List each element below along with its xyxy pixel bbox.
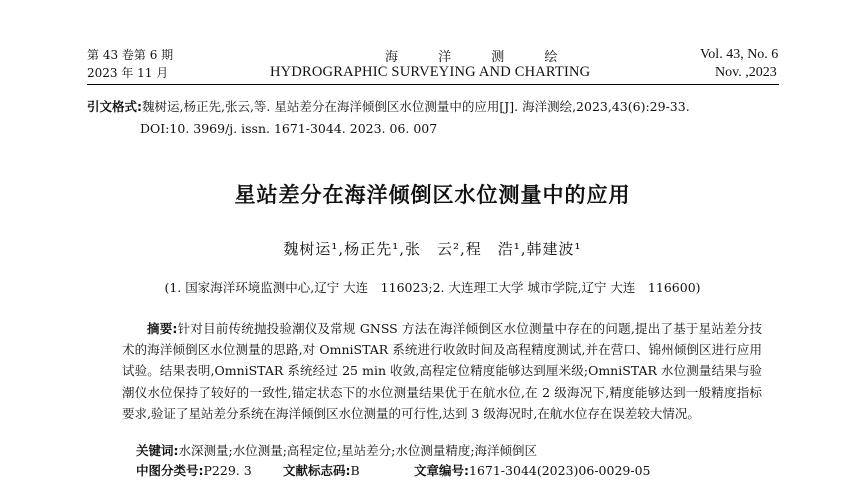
citation-label: 引文格式: — [87, 99, 142, 114]
article-label: 文章编号: — [414, 463, 469, 478]
abstract-label: 摘要: — [147, 321, 178, 336]
document-code — [283, 461, 360, 479]
journal-title-cn: 海 洋 测 绘 — [385, 50, 576, 65]
paper-title: 星站差分在海洋倾倒区水位测量中的应用 — [234, 183, 631, 207]
keywords — [136, 441, 537, 459]
clc-number — [136, 461, 252, 479]
article-value: 1671-3044(2023)06-0029-05 — [469, 463, 651, 478]
abstract-text: 针对目前传统抛投验潮仪及常规 GNSS 方法在海洋倾倒区水位测量中存在的问题,提出了基于星站差分技术的海洋倾倒区水位测量的思路,对 OmniSTAR 系统进行收敛时间及高程精度测试,并在营口、锦州倾倒区进行应用试验。结果表明,OmniSTAR 系统经过 25 min 收敛,高程定位精度能够达到厘米级;OmniSTAR 水位测量结果与验潮仪水位保持了较好的一致性,锚定状态下的水位测量结果优于在航水位,在 2 级海况下,精度能够达到一般精度指标要求,验证了星站差分系统在海洋倾倒区水位测量的可行性,达到 3 级海况时,在航水位存在误差较大情况。 — [122, 321, 762, 421]
header-rule — [87, 84, 779, 85]
clc-value: P229. 3 — [203, 463, 252, 478]
doc-label: 文献标志码: — [283, 463, 351, 478]
volume-issue-en: Vol. 43, No. 6 — [700, 47, 779, 62]
article-number — [414, 461, 650, 479]
journal-title-en: HYDROGRAPHIC SURVEYING AND CHARTING — [270, 64, 591, 80]
keywords-text: 水深测量;水位测量;高程定位;星站差分;水位测量精度;海洋倾倒区 — [178, 443, 538, 458]
citation-text: 魏树运,杨正先,张云,等. 星站差分在海洋倾倒区水位测量中的应用[J]. 海洋测绘,2023,43(6):29-33. — [142, 99, 690, 114]
authors: 魏树运¹,杨正先¹,张 云²,程 浩¹,韩建波¹ — [283, 240, 582, 258]
date-cn: 2023 年 11 月 — [87, 66, 169, 80]
doc-value: B — [350, 463, 360, 478]
citation-doi: DOI:10. 3969/j. issn. 1671-3044. 2023. 06. 007 — [140, 121, 438, 136]
keywords-label: 关键词: — [136, 443, 179, 458]
citation-line-1 — [87, 98, 690, 116]
clc-label: 中图分类号: — [136, 463, 204, 478]
abstract — [122, 318, 762, 424]
affiliation: (1. 国家海洋环境监测中心,辽宁 大连 116023;2. 大连理工大学 城市学院,辽宁 大连 116600) — [164, 280, 701, 295]
date-en: Nov. ,2023 — [715, 65, 777, 80]
volume-issue-cn: 第 43 卷第 6 期 — [87, 48, 174, 62]
